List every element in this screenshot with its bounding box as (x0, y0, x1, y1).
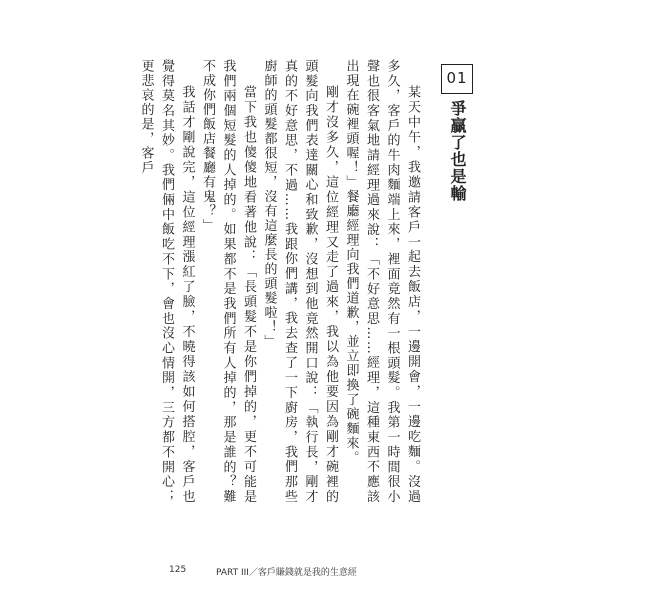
paragraph: 我話才剛說完，這位經理漲紅了臉，不曉得該如何搭腔，客戶也覺得莫名其妙。我們倆中飯吃不下，會也沒心情開，三方都不開心；更悲哀的是，客戶 (138, 59, 195, 504)
body-text (138, 59, 422, 504)
page-number: 125 (169, 565, 187, 575)
paragraph: 某天中午，我邀請客戶一起去飯店，一邊開會，一邊吃麵。沒過多久，客戶的牛肉麵端上來，裡面竟然有一根頭髮。我第一時間很小聲也很客氣地請經理過來說：「不好意思……經理，這種東西不應該出現在碗裡頭喔！」餐廳經理向我們道歉，並立即換了碗麵來。 (343, 59, 420, 504)
chapter-number-box: 01 (441, 64, 473, 94)
chapter-title: 爭贏了也是輸 (448, 100, 467, 202)
running-head: PART III／客戶賺錢就是我的生意經 (216, 568, 357, 578)
paragraph: 當下我也傻傻地看著他說：「長頭髮不是你們掉的，更不可能是我們兩個短髮的人掉的。如果都不是我們所有人掉的，那是誰的？難不成你們飯店餐廳有鬼？」 (200, 59, 256, 504)
paragraph: 剛才沒多久，這位經理又走了過來，我以為他要因為剛才碗裡的頭髮向我們表達關心和致歉，沒想到他竟然開口說：「執行長，剛才真的不好意思，不過……我跟你們講，我去查了一下廚房，我們那些廚師的頭髮都很短，沒有這麼長的頭髮啦！」 (261, 59, 338, 504)
